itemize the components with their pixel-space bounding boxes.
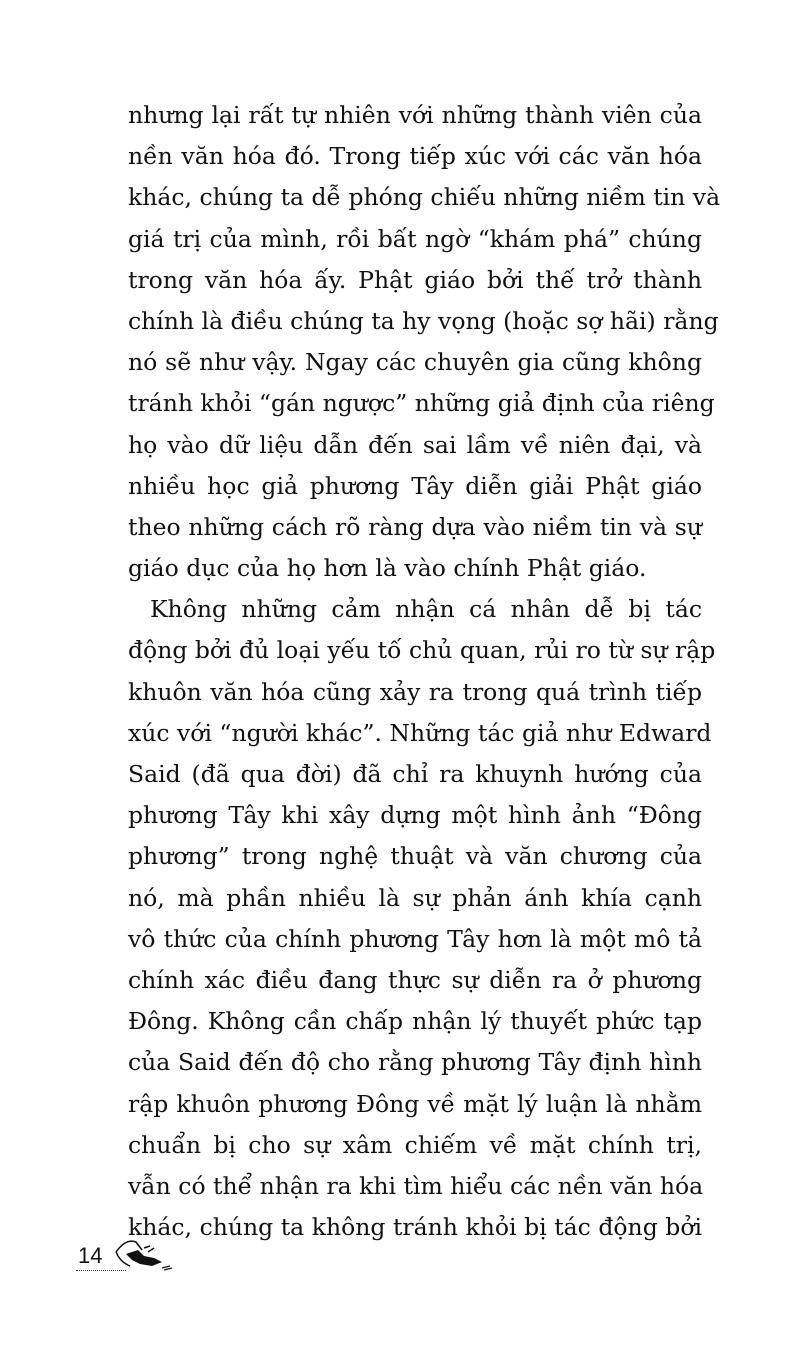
text-line: nó sẽ như vậy. Ngay các chuyên gia cũng không xyxy=(128,348,702,377)
text-line: họ vào dữ liệu dẫn đến sai lầm về niên đại, và xyxy=(128,430,702,459)
text-line: rập khuôn phương Đông về mặt lý luận là nhằm xyxy=(128,1089,702,1118)
text-line: phương” trong nghệ thuật và văn chương của xyxy=(128,842,702,871)
ornament-icon xyxy=(104,1236,194,1276)
text-line: khuôn văn hóa cũng xảy ra trong quá trình tiếp xyxy=(128,677,702,706)
page-body xyxy=(128,95,721,1248)
text-line: nó, mà phần nhiều là sự phản ánh khía cạnh xyxy=(128,883,702,912)
text-line: vẫn có thể nhận ra khi tìm hiểu các nền văn hóa xyxy=(128,1171,704,1200)
text-line: nền văn hóa đó. Trong tiếp xúc với các văn hóa xyxy=(128,142,702,171)
text-line: xúc với “người khác”. Những tác giả như Edward xyxy=(128,718,712,747)
page-number: 14 xyxy=(78,1243,103,1268)
text-line: chính xác điều đang thực sự diễn ra ở phương xyxy=(128,965,702,994)
text-line: Không những cảm nhận cá nhân dễ bị tác xyxy=(150,595,702,624)
text-line: trong văn hóa ấy. Phật giáo bởi thế trở thành xyxy=(128,265,702,294)
text-line: chính là điều chúng ta hy vọng (hoặc sợ hãi) rằng xyxy=(128,306,719,335)
text-line: Đông. Không cần chấp nhận lý thuyết phức tạp xyxy=(128,1007,702,1036)
text-line: chuẩn bị cho sự xâm chiếm về mặt chính trị, xyxy=(128,1130,702,1159)
text-line: nhưng lại rất tự nhiên với những thành viên của xyxy=(128,101,702,129)
text-line: khác, chúng ta dễ phóng chiếu những niềm tin và xyxy=(128,183,721,212)
text-line: của Said đến độ cho rằng phương Tây định hình xyxy=(128,1048,702,1077)
text-line: nhiều học giả phương Tây diễn giải Phật giáo xyxy=(128,471,702,500)
text-line: vô thức của chính phương Tây hơn là một mô tả xyxy=(128,924,702,953)
text-line: theo những cách rõ ràng dựa vào niềm tin và sự xyxy=(128,512,702,541)
text-line: động bởi đủ loại yếu tố chủ quan, rủi ro từ sự rập xyxy=(128,636,716,665)
text-line: giáo dục của họ hơn là vào chính Phật giáo. xyxy=(128,554,647,583)
text-line: giá trị của mình, rồi bất ngờ “khám phá” chúng xyxy=(128,224,702,253)
text-line: khác, chúng ta không tránh khỏi bị tác động bởi xyxy=(128,1213,702,1242)
text-line: tránh khỏi “gán ngược” những giả định của riêng xyxy=(128,389,715,418)
text-line: phương Tây khi xây dựng một hình ảnh “Đông xyxy=(128,801,702,830)
text-line: Said (đã qua đời) đã chỉ ra khuynh hướng của xyxy=(128,760,702,788)
